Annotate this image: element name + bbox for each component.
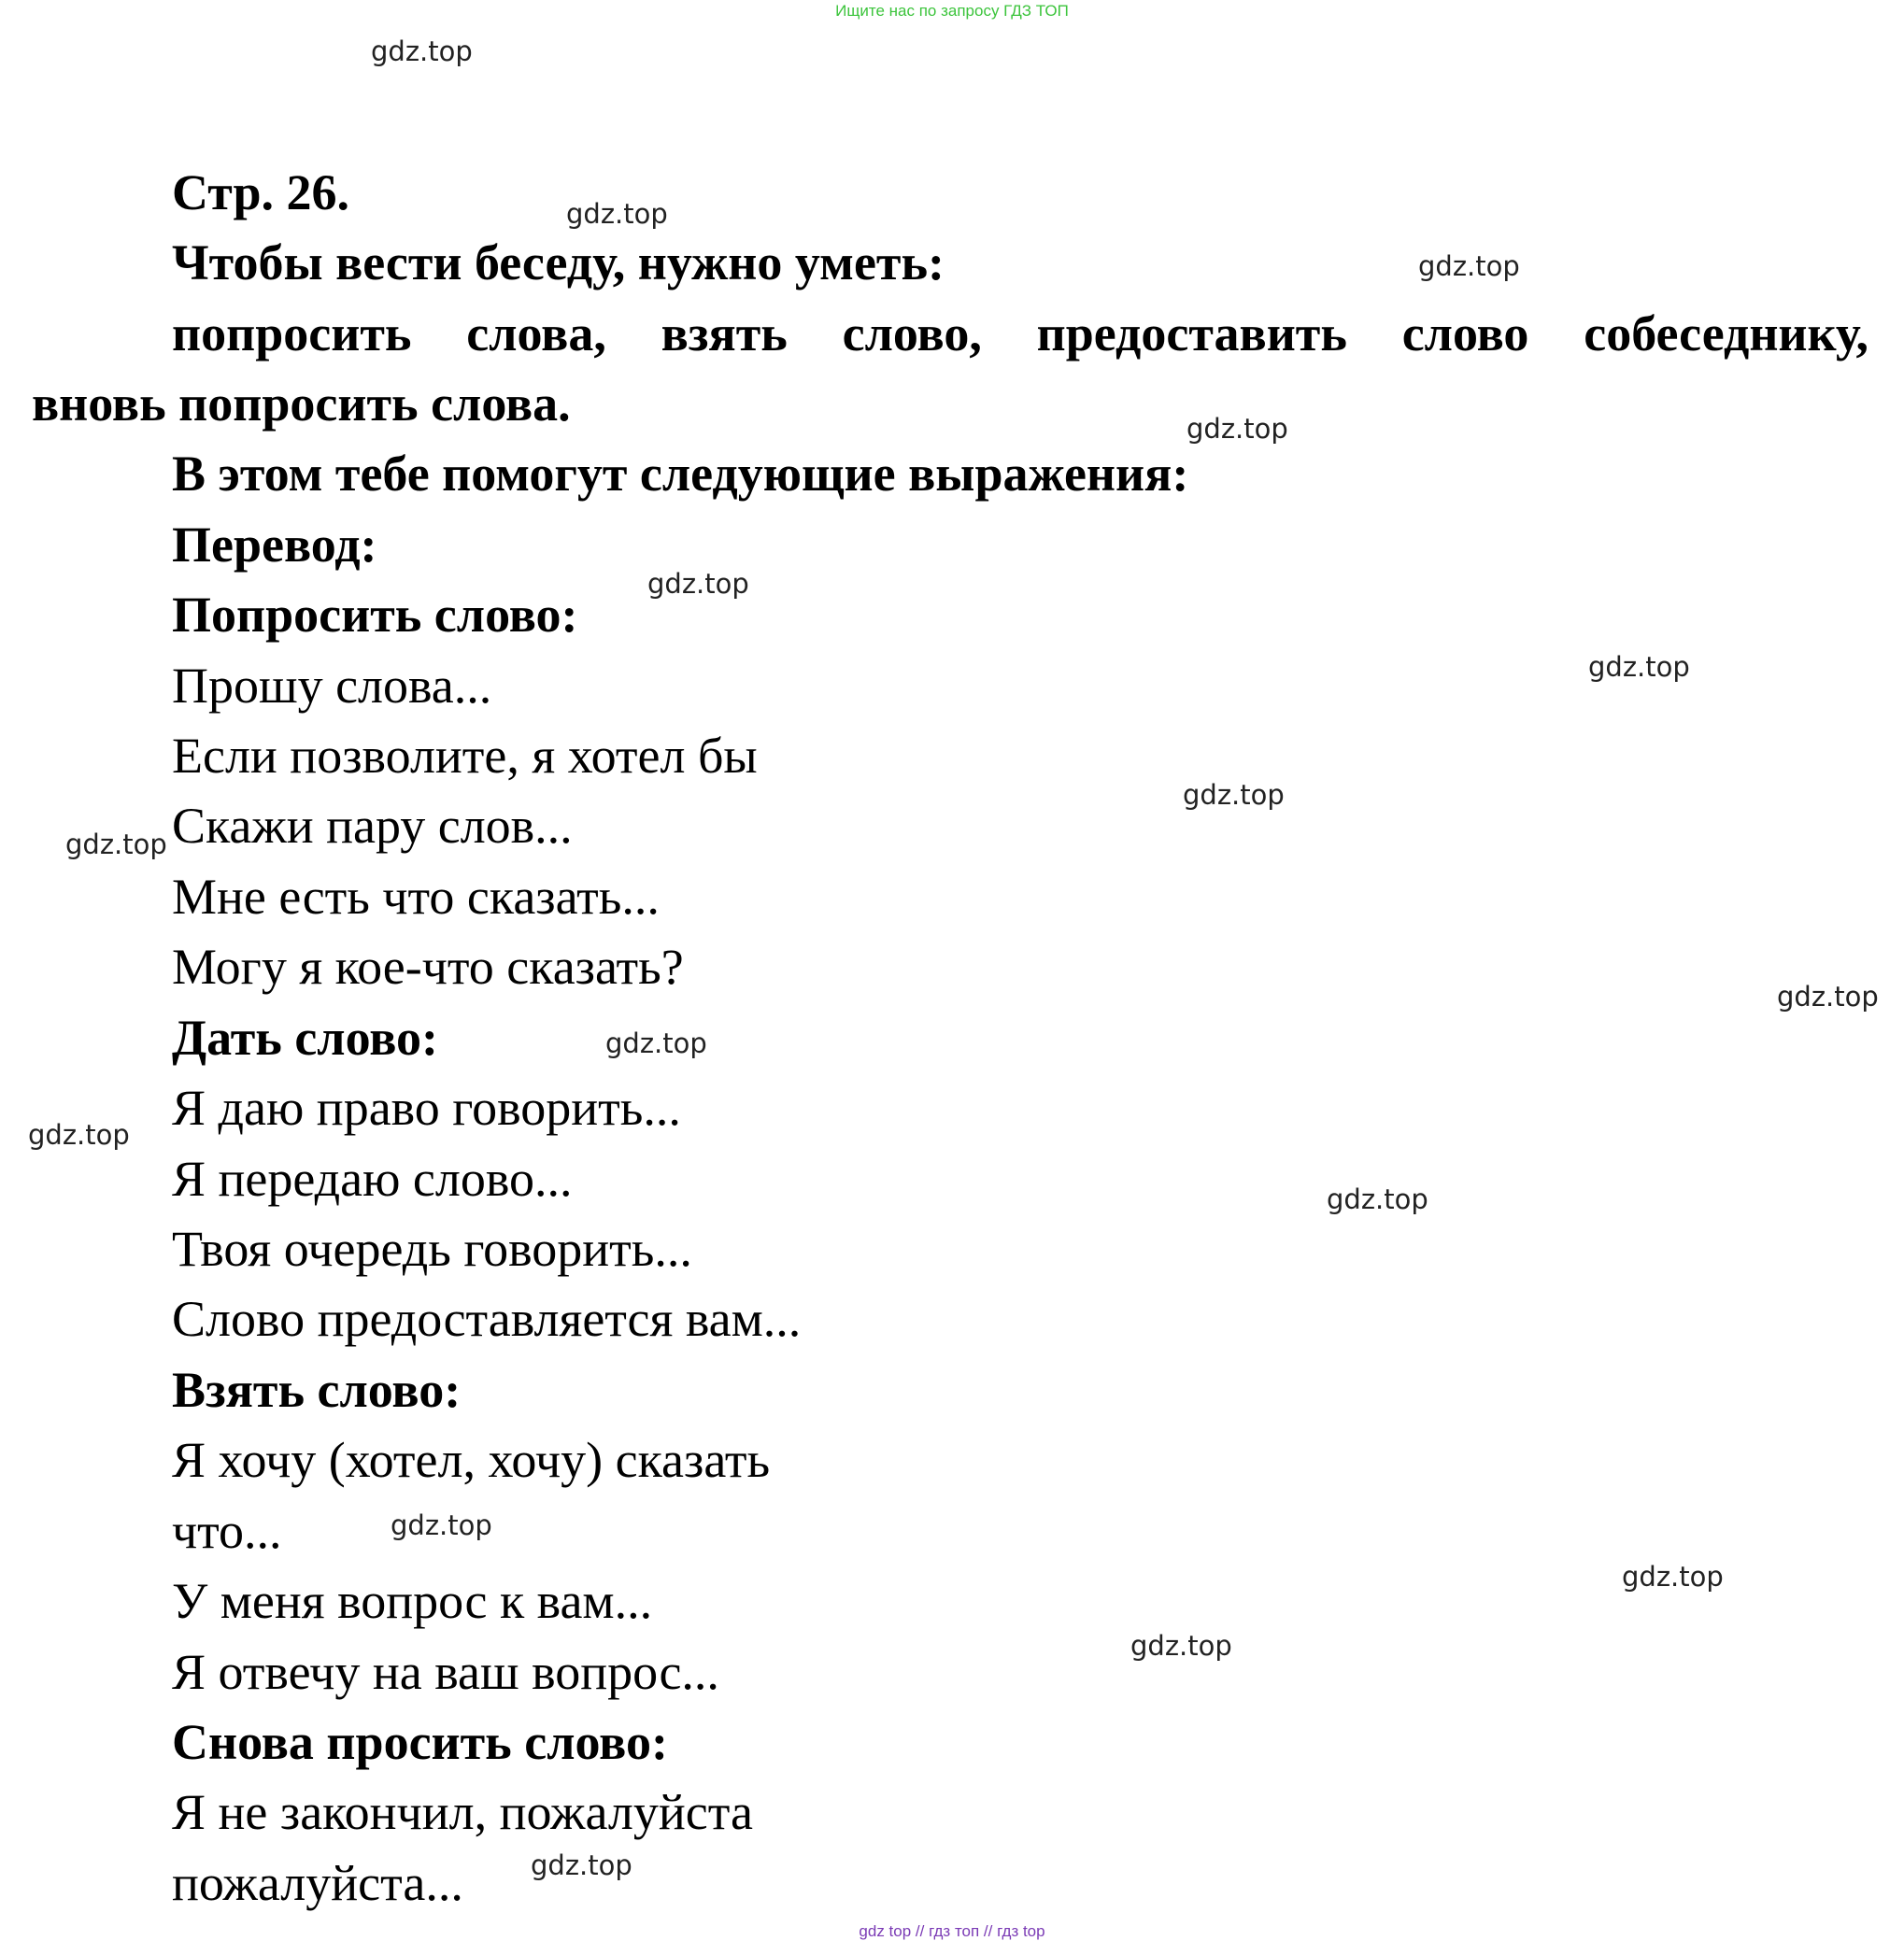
phrase: Прошу слова... bbox=[172, 658, 492, 714]
watermark: gdz.top bbox=[1777, 981, 1879, 1013]
intro-heading: Чтобы вести беседу, нужно уметь: bbox=[172, 234, 945, 290]
phrase: Я хочу (хотел, хочу) сказать bbox=[172, 1432, 771, 1488]
watermark: gdz.top bbox=[28, 1119, 130, 1151]
skills-word: слово bbox=[1401, 305, 1529, 361]
watermark: gdz.top bbox=[1186, 413, 1288, 445]
watermark: gdz.top bbox=[605, 1027, 707, 1059]
watermark: gdz.top bbox=[1622, 1561, 1724, 1593]
section-heading-take: Взять слово: bbox=[172, 1362, 462, 1418]
skills-word: слово, bbox=[842, 305, 982, 361]
phrase: Твоя очередь говорить... bbox=[172, 1221, 692, 1277]
watermark: gdz.top bbox=[647, 568, 749, 600]
watermark: gdz.top bbox=[531, 1849, 632, 1881]
phrase: Я даю право говорить... bbox=[172, 1080, 681, 1136]
top-banner: Ищите нас по запросу ГДЗ ТОП bbox=[835, 2, 1069, 20]
watermark: gdz.top bbox=[371, 35, 473, 67]
phrase: Я не закончил, пожалуйста bbox=[172, 1784, 753, 1840]
phrase: Мне есть что сказать... bbox=[172, 869, 660, 925]
watermark: gdz.top bbox=[1418, 250, 1520, 282]
bottom-banner: gdz top // гдз топ // гдз top bbox=[859, 1922, 1045, 1940]
watermark: gdz.top bbox=[1183, 779, 1285, 811]
watermark: gdz.top bbox=[65, 829, 167, 860]
phrase: Слово предоставляется вам... bbox=[172, 1291, 802, 1347]
phrase: У меня вопрос к вам... bbox=[172, 1573, 653, 1629]
phrase: что... bbox=[172, 1503, 282, 1559]
watermark: gdz.top bbox=[1130, 1630, 1232, 1662]
watermark: gdz.top bbox=[566, 198, 668, 230]
skills-word: слова, bbox=[466, 305, 606, 361]
page-title: Стр. 26. bbox=[172, 164, 350, 220]
skills-word: собеседнику, bbox=[1584, 305, 1868, 361]
skills-line bbox=[172, 299, 1868, 369]
watermark: gdz.top bbox=[1327, 1183, 1428, 1215]
skills-word: предоставить bbox=[1036, 305, 1347, 361]
section-heading-again: Снова просить слово: bbox=[172, 1714, 668, 1770]
phrase: Скажи пару слов... bbox=[172, 798, 573, 854]
phrase: Я передаю слово... bbox=[172, 1151, 573, 1207]
skills-tail: вновь попросить слова. bbox=[32, 375, 571, 432]
phrase: пожалуйста... bbox=[172, 1855, 463, 1911]
help-line: В этом тебе помогут следующие выражения: bbox=[172, 446, 1189, 502]
watermark: gdz.top bbox=[1588, 651, 1690, 683]
section-heading-ask: Попросить слово: bbox=[172, 587, 578, 643]
watermark: gdz.top bbox=[391, 1509, 492, 1541]
skills-word: взять bbox=[661, 305, 788, 361]
skills-word: попросить bbox=[172, 305, 412, 361]
phrase: Если позволите, я хотел бы bbox=[172, 728, 758, 784]
section-heading-give: Дать слово: bbox=[172, 1010, 439, 1066]
phrase: Я отвечу на ваш вопрос... bbox=[172, 1644, 719, 1700]
translation-label: Перевод: bbox=[172, 517, 377, 573]
phrase: Могу я кое-что сказать? bbox=[172, 939, 684, 995]
